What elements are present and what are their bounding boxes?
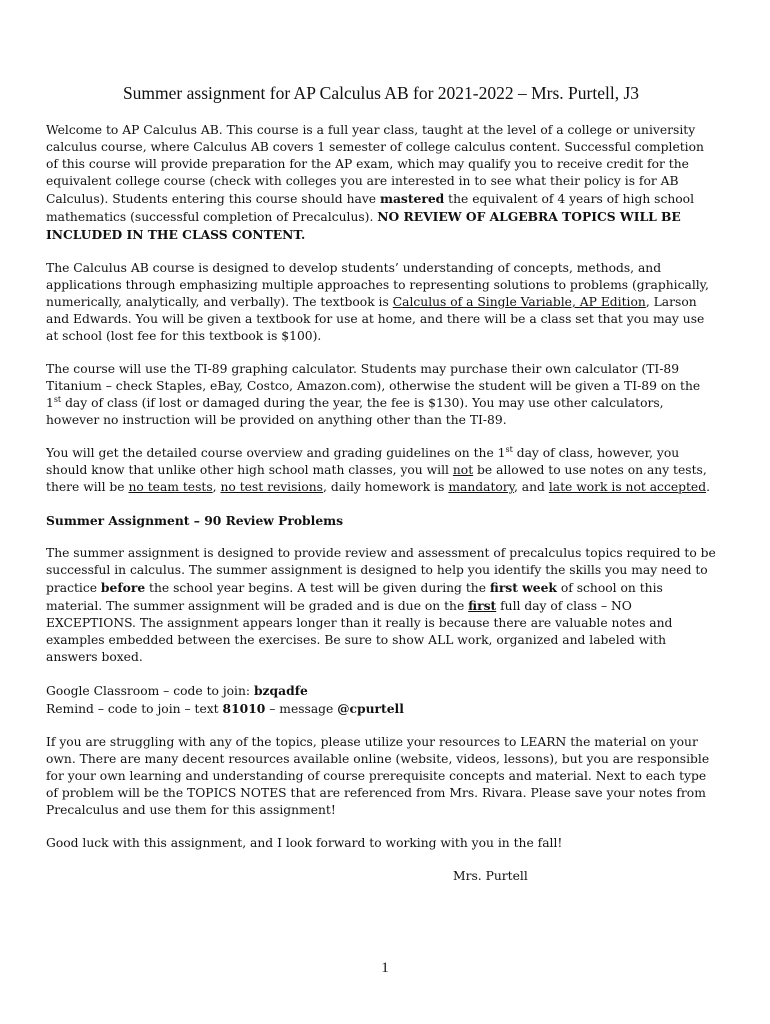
summer-assignment-paragraph: The summer assignment is designed to provide review and assessment of precalculus topics required to be successful in calculus. The summer assignment is designed to help you identify the skills you may need to practice before the school year begins. A test will be given during the first week of school on this material. The summer assignment will be graded and is due on the first full day of class – NO EXCEPTIONS. The assignment appears longer than it really is because there are valuable notes and examples embedded between the exercises. Be sure to show ALL work, organized and labeled with answers boxed.	[46, 546, 716, 664]
signature: Mrs. Purtell	[453, 869, 528, 883]
remind-message: @cpurtell	[337, 701, 404, 716]
classroom-code: bzqadfe	[253, 683, 308, 698]
section-heading: Summer Assignment – 90 Review Problems	[46, 513, 344, 528]
page-title: Summer assignment for AP Calculus AB for 2021-2022 – Mrs. Purtell, J3	[122, 83, 640, 103]
no-review-notice: NO REVIEW OF ALGEBRA TOPICS WILL BE INCLUDED IN THE CLASS CONTENT.	[46, 209, 681, 242]
course-description-paragraph: The Calculus AB course is designed to develop students’ understanding of concepts, methods, and applications through emphasizing multiple approaches to representing solutions to problems (graphically, numerically, analytically, and verbally). The textbook is Calculus of a Single Variable, AP Edition, Larson and Edwards. You will be given a textbook for use at home, and there will be a class set that you may use at school (lost fee for this textbook is $100).	[46, 261, 709, 343]
welcome-paragraph: Welcome to AP Calculus AB. This course is a full year class, taught at the level of a college or university calculus course, where Calculus AB covers 1 semester of college calculus content. Successful completion of this course will provide preparation for the AP exam, which may qualify you to receive credit for the equivalent college course (check with colleges you are interested in to see what their policy is for AB Calculus). Students entering this course should have mastered the equivalent of 4 years of high school mathematics (successful completion of Precalculus). NO REVIEW OF ALGEBRA TOPICS WILL BE INCLUDED IN THE CLASS CONTENT.	[46, 123, 704, 242]
remind-number: 81010	[222, 701, 266, 716]
join-codes: Google Classroom – code to join: bzqadfe Remind – code to join – text 81010 – message @cpurtell	[46, 683, 404, 716]
closing-paragraph: Good luck with this assignment, and I look forward to working with you in the fall!	[46, 836, 563, 850]
calculator-paragraph: The course will use the TI-89 graphing calculator. Students may purchase their own calculator (TI-89 Titanium – check Staples, eBay, Costco, Amazon.com), otherwise the student will be given a TI-89 on the 1st day of class (if lost or damaged during the year, the fee is $130). You may use other calculators, however no instruction will be provided on anything other than the TI-89.	[46, 362, 701, 427]
emphasis-mastered: mastered	[379, 191, 445, 206]
policy-paragraph: You will get the detailed course overview and grading guidelines on the 1st day of class, however, you should know that unlike other high school math classes, you will not be allowed to use notes on any tests, there will be no team tests, no test revisions, daily homework is mandatory, and late work is not accepted.	[46, 444, 710, 494]
resources-paragraph: If you are struggling with any of the topics, please utilize your resources to LEARN the material on your own. There are many decent resources available online (website, videos, lessons), but you are responsible for your own learning and understanding of course prerequisite concepts and material. Next to each type of problem will be the TOPICS NOTES that are referenced from Mrs. Rivara. Please save your notes from Precalculus and use them for this assignment!	[46, 735, 710, 817]
page-number: 1	[381, 960, 389, 976]
textbook-title: Calculus of a Single Variable, AP Edition	[392, 295, 646, 309]
